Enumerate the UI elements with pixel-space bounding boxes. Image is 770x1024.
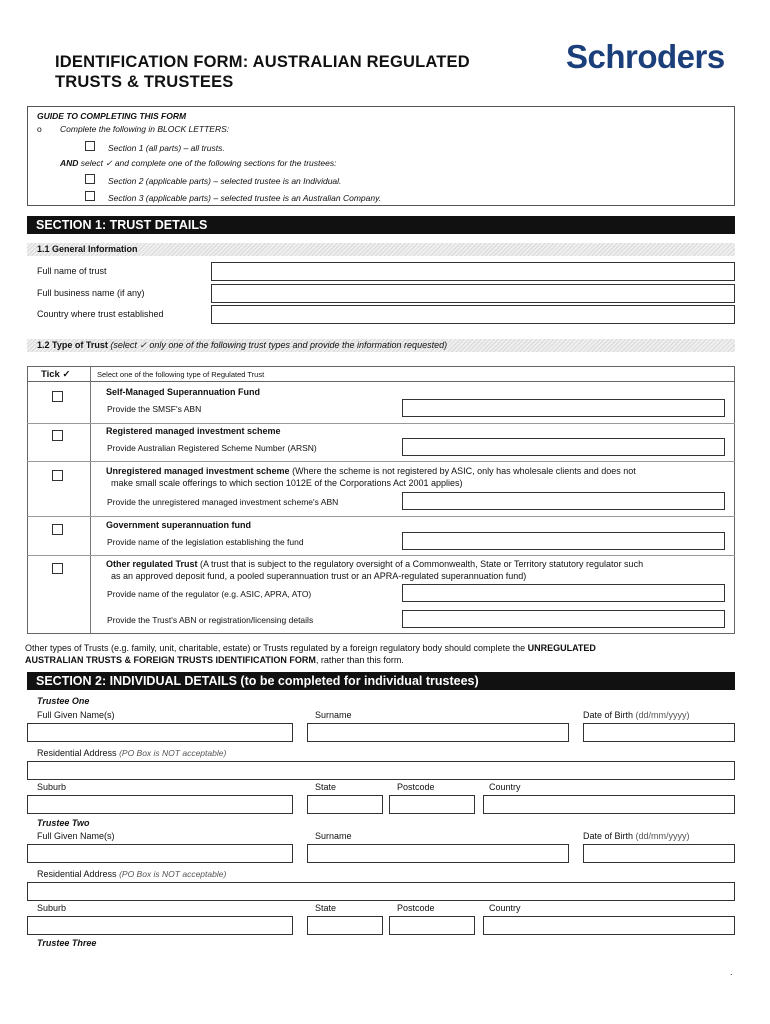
suburb-label: Suburb xyxy=(37,903,67,913)
gsf-checkbox[interactable] xyxy=(52,524,63,535)
ort-desc2: as an approved deposit fund, a pooled superannuation trust or an APRA-regulated superannuation fund) xyxy=(111,571,527,581)
trustee1-surname-field[interactable] xyxy=(307,723,569,742)
trustee1-postcode-field[interactable] xyxy=(389,795,475,814)
dob-label-text: Date of Birth xyxy=(583,710,634,720)
rmis-title: Registered managed investment scheme xyxy=(106,426,281,436)
guide-box xyxy=(27,106,735,206)
trustee-two-heading: Trustee Two xyxy=(37,818,90,828)
address-label xyxy=(37,869,226,879)
trustee2-postcode-field[interactable] xyxy=(389,916,475,935)
umis-abn-field[interactable] xyxy=(402,492,725,510)
guide-heading: GUIDE TO COMPLETING THIS FORM xyxy=(37,111,187,121)
umis-desc1: (Where the scheme is not registered by ASIC, only has wholesale clients and does not xyxy=(289,466,636,476)
select-column-header: Select one of the following type of Regulated Trust xyxy=(97,370,265,379)
guide-line1: Complete the following in BLOCK LETTERS: xyxy=(60,124,230,134)
surname-label: Surname xyxy=(315,710,352,720)
trustee2-country-field[interactable] xyxy=(483,916,735,935)
address-note: (PO Box is NOT acceptable) xyxy=(119,748,227,758)
address-label-text: Residential Address xyxy=(37,748,117,758)
table-divider xyxy=(90,366,91,634)
guide-opt1: Section 1 (all parts) – all trusts. xyxy=(108,143,225,153)
trustee-one-heading: Trustee One xyxy=(37,696,90,706)
surname-label: Surname xyxy=(315,831,352,841)
tick-column-header: Tick ✓ xyxy=(41,369,71,380)
note-line1-text: Other types of Trusts (e.g. family, unit, charitable, estate) or Trusts regulated by a foreign regulatory body should complete the xyxy=(25,643,528,653)
given-names-label: Full Given Name(s) xyxy=(37,831,115,841)
form-title-line2: TRUSTS & TRUSTEES xyxy=(55,73,234,91)
guide-opt3: Section 3 (applicable parts) – selected trustee is an Australian Company. xyxy=(108,193,382,203)
guide-checkbox-section3[interactable] xyxy=(85,191,95,201)
schroders-logo: Schroders xyxy=(566,38,725,75)
page-marker: . xyxy=(730,967,733,977)
address-label xyxy=(37,748,226,758)
form-title-line1: IDENTIFICATION FORM: AUSTRALIAN REGULATED xyxy=(55,53,470,71)
dob-label xyxy=(583,710,690,720)
note-line2-bold: AUSTRALIAN TRUSTS & FOREIGN TRUSTS IDENTIFICATION FORM xyxy=(25,655,316,665)
trust-name-label: Full name of trust xyxy=(37,266,107,276)
umis-description xyxy=(106,466,636,476)
rmis-checkbox[interactable] xyxy=(52,430,63,441)
trustee2-suburb-field[interactable] xyxy=(27,916,293,935)
smsf-title: Self-Managed Superannuation Fund xyxy=(106,387,261,397)
postcode-label: Postcode xyxy=(397,903,435,913)
dob-format: (dd/mm/yyyy) xyxy=(635,710,690,720)
trust-abn-field[interactable] xyxy=(402,610,725,628)
other-trusts-note-line1 xyxy=(25,643,596,653)
ort-title: Other regulated Trust xyxy=(106,559,198,569)
postcode-label: Postcode xyxy=(397,782,435,792)
row-divider xyxy=(27,516,735,517)
row-divider xyxy=(27,461,735,462)
gsf-legislation-field[interactable] xyxy=(402,532,725,550)
business-name-label: Full business name (if any) xyxy=(37,288,145,298)
subsection-1-2-header xyxy=(27,339,735,352)
trustee2-dob-field[interactable] xyxy=(583,844,735,863)
gsf-title: Government superannuation fund xyxy=(106,520,252,530)
subsection-1-2-title: 1.2 Type of Trust xyxy=(37,340,108,350)
trustee1-given-names-field[interactable] xyxy=(27,723,293,742)
trustee-three-heading: Trustee Three xyxy=(37,938,97,948)
section1-header: SECTION 1: TRUST DETAILS xyxy=(27,216,735,234)
arsn-field[interactable] xyxy=(402,438,725,456)
state-label: State xyxy=(315,782,337,792)
trust-abn-label: Provide the Trust's ABN or registration/licensing details xyxy=(107,615,314,625)
dob-label xyxy=(583,831,690,841)
guide-bullet: o xyxy=(37,124,42,134)
regulator-label: Provide name of the regulator (e.g. ASIC, APRA, ATO) xyxy=(107,589,312,599)
smsf-checkbox[interactable] xyxy=(52,391,63,402)
trustee1-dob-field[interactable] xyxy=(583,723,735,742)
dob-format: (dd/mm/yyyy) xyxy=(635,831,690,841)
umis-abn-label: Provide the unregistered managed investment scheme's ABN xyxy=(107,497,339,507)
country-label: Country xyxy=(489,782,521,792)
form-title xyxy=(55,52,470,92)
section2-header: SECTION 2: INDIVIDUAL DETAILS (to be completed for individual trustees) xyxy=(27,672,735,690)
address-note: (PO Box is NOT acceptable) xyxy=(119,869,227,879)
state-label: State xyxy=(315,903,337,913)
guide-and: AND xyxy=(60,158,79,168)
regulator-field[interactable] xyxy=(402,584,725,602)
subsection-1-1-header: 1.1 General Information xyxy=(27,243,735,256)
trustee1-state-field[interactable] xyxy=(307,795,383,814)
country-label: Country xyxy=(489,903,521,913)
ort-checkbox[interactable] xyxy=(52,563,63,574)
trustee1-country-field[interactable] xyxy=(483,795,735,814)
trustee1-address-field[interactable] xyxy=(27,761,735,780)
trustee2-given-names-field[interactable] xyxy=(27,844,293,863)
dob-label-text: Date of Birth xyxy=(583,831,634,841)
suburb-label: Suburb xyxy=(37,782,67,792)
subsection-1-2-instruction: (select ✓ only one of the following trust types and provide the information requested) xyxy=(107,340,448,350)
guide-checkbox-section2[interactable] xyxy=(85,174,95,184)
note-line2-text: , rather than this form. xyxy=(315,655,404,665)
guide-line2 xyxy=(60,158,336,169)
gsf-legislation-label: Provide name of the legislation establishing the fund xyxy=(107,537,304,547)
country-established-label: Country where trust established xyxy=(37,309,164,319)
other-trusts-note-line2 xyxy=(25,655,404,665)
guide-opt2: Section 2 (applicable parts) – selected trustee is an Individual. xyxy=(108,176,342,186)
guide-checkbox-section1[interactable] xyxy=(85,141,95,151)
row-divider xyxy=(27,555,735,556)
umis-desc2: make small scale offerings to which section 1012E of the Corporations Act 2001 applies) xyxy=(111,478,463,488)
arsn-label: Provide Australian Registered Scheme Number (ARSN) xyxy=(107,443,317,453)
address-label-text: Residential Address xyxy=(37,869,117,879)
umis-title: Unregistered managed investment scheme xyxy=(106,466,290,476)
row-divider xyxy=(27,423,735,424)
trustee2-surname-field[interactable] xyxy=(307,844,569,863)
note-line1-bold: UNREGULATED xyxy=(527,643,596,653)
smsf-abn-label: Provide the SMSF's ABN xyxy=(107,404,202,414)
umis-checkbox[interactable] xyxy=(52,470,63,481)
ort-desc1: (A trust that is subject to the regulatory oversight of a Commonwealth, State or Territory statutory regulator such xyxy=(197,559,644,569)
trust-name-field[interactable] xyxy=(211,262,735,281)
guide-line2-text: select ✓ and complete one of the following sections for the trustees: xyxy=(78,158,337,168)
trustee1-suburb-field[interactable] xyxy=(27,795,293,814)
given-names-label: Full Given Name(s) xyxy=(37,710,115,720)
ort-description xyxy=(106,559,643,569)
trustee2-address-field[interactable] xyxy=(27,882,735,901)
business-name-field[interactable] xyxy=(211,284,735,303)
smsf-abn-field[interactable] xyxy=(402,399,725,417)
country-established-field[interactable] xyxy=(211,305,735,324)
trustee2-state-field[interactable] xyxy=(307,916,383,935)
